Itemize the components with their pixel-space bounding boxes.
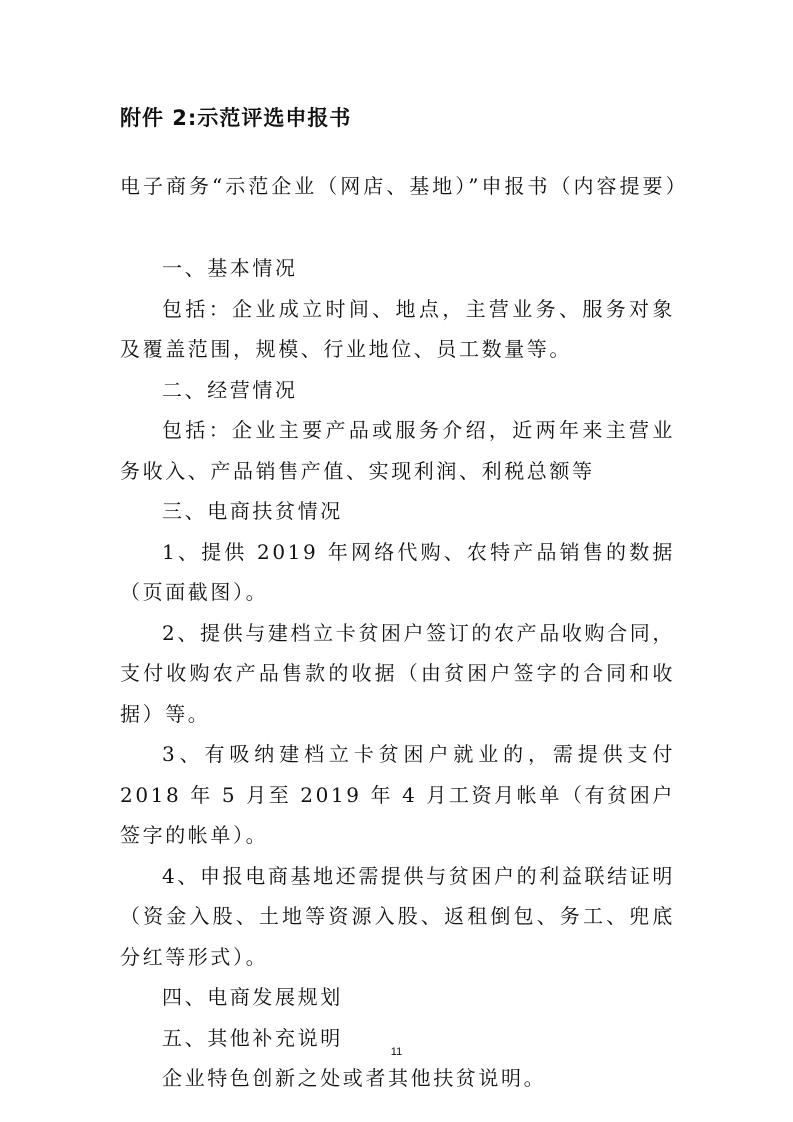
section-other-heading: 五、其他补充说明 xyxy=(162,1025,343,1050)
section-operation-content: 包括：企业主要产品或服务介绍，近两年来主营业务收入、产品销售产值、实现利润、利税总额等 xyxy=(120,418,675,483)
attachment-heading: 附件 2:示范评选申报书 xyxy=(120,106,352,130)
section-plan-heading: 四、电商发展规划 xyxy=(162,985,343,1009)
document-title: 电子商务“示范企业（网店、基地）”申报书（内容提要） xyxy=(120,174,689,198)
poverty-item-1: 1、提供 2019 年网络代购、农特产品销售的数据（页面截图）。 xyxy=(120,539,675,604)
section-poverty-heading: 三、电商扶贫情况 xyxy=(162,499,343,523)
document-body xyxy=(120,248,675,1099)
section-other-content: 企业特色创新之处或者其他扶贫说明。 xyxy=(162,1066,547,1090)
section-operation-heading: 二、经营情况 xyxy=(162,377,298,402)
poverty-item-4: 4、申报电商基地还需提供与贫困户的利益联结证明（资金入股、土地等资源入股、返租倒包、务工、兜底分红等形式）。 xyxy=(120,863,675,969)
poverty-item-2: 2、提供与建档立卡贫困户签订的农产品收购合同，支付收购农产品售款的收据（由贫困户签字的合同和收据）等。 xyxy=(120,620,675,726)
page-number: 11 xyxy=(390,1046,403,1058)
section-basic-content: 包括：企业成立时间、地点，主营业务、服务对象及覆盖范围，规模、行业地位、员工数量等。 xyxy=(120,296,675,361)
poverty-item-3: 3、有吸纳建档立卡贫困户就业的，需提供支付 2018 年 5 月至 2019 年 4 月工资月帐单（有贫困户签字的帐单）。 xyxy=(120,742,675,847)
section-basic-heading: 一、基本情况 xyxy=(162,256,298,280)
